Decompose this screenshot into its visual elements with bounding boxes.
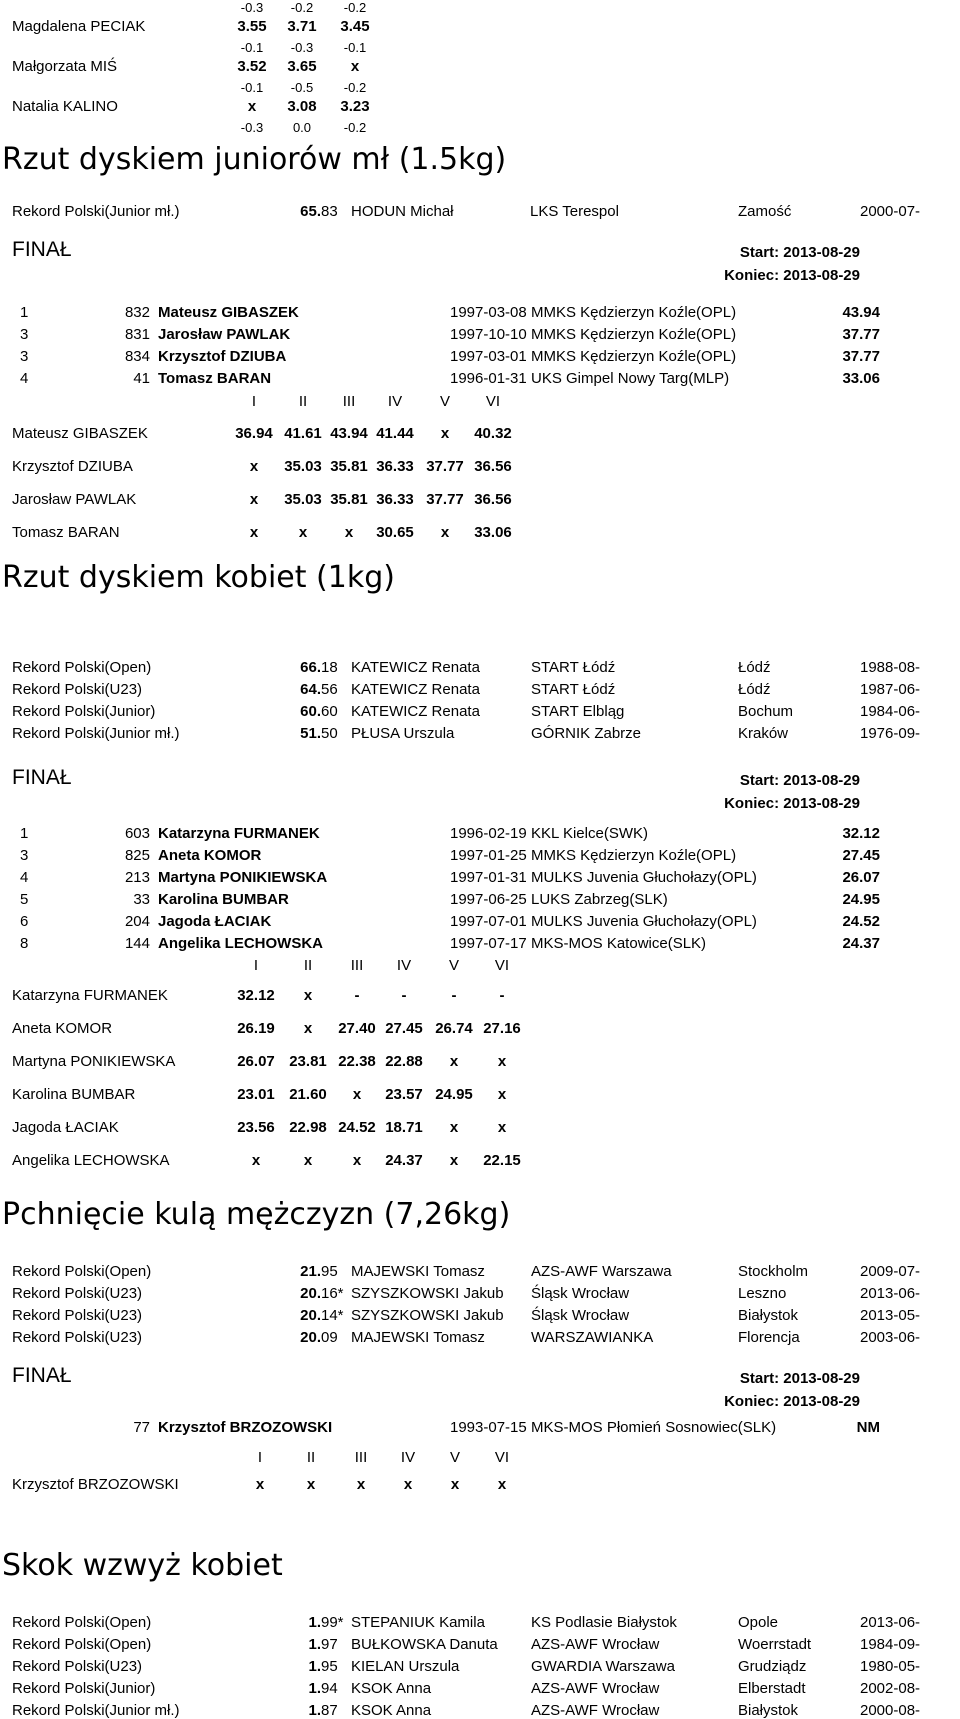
- section-title: Rzut dyskiem juniorów mł (1.5kg): [2, 142, 507, 177]
- bib-number: 41: [133, 370, 150, 387]
- birth-date: 1997-06-25: [450, 891, 527, 908]
- bib-number: 213: [124, 869, 150, 886]
- bib-number: 204: [124, 913, 150, 930]
- wind-reading: -0.2: [290, 0, 314, 15]
- series-athlete: Martyna PONIKIEWSKA: [12, 1053, 176, 1070]
- result-mark: 24.52: [842, 913, 880, 930]
- attempt-result: 21.60: [289, 1086, 327, 1103]
- attempt-header: V: [449, 1449, 460, 1466]
- record-holder: KATEWICZ Renata: [351, 659, 480, 676]
- record-date: 2000-08-: [860, 1702, 921, 1719]
- record-label: Rekord Polski(Open): [12, 1614, 152, 1631]
- result-club: MULKS Juvenia Głuchołazy(OPL): [531, 913, 757, 930]
- record-place: Białystok: [738, 1307, 799, 1324]
- record-value: 1.: [308, 1702, 321, 1719]
- record-value-dec: 83: [321, 203, 338, 220]
- birth-date: 1997-01-31: [450, 869, 527, 886]
- birth-date: 1997-07-01: [450, 913, 527, 930]
- record-club: START Łódź: [531, 681, 616, 698]
- record-label: Rekord Polski(U23): [12, 1307, 143, 1324]
- attempt-result: x: [255, 1476, 265, 1493]
- result-mark: 26.07: [842, 869, 880, 886]
- attempt-result: 24.37: [385, 1152, 423, 1169]
- attempt-result: x: [450, 1476, 460, 1493]
- attempt-result: 36.56: [474, 458, 512, 475]
- result-mark: 33.06: [842, 370, 880, 387]
- attempt-result: -: [499, 987, 505, 1004]
- record-value: 51.: [300, 725, 321, 742]
- attempt-result: 3.52: [237, 58, 267, 75]
- record-value-dec: 16*: [321, 1285, 344, 1302]
- record-club: Śląsk Wrocław: [531, 1285, 630, 1302]
- series-athlete: Tomasz BARAN: [12, 524, 120, 541]
- record-label: Rekord Polski(Junior): [12, 703, 156, 720]
- series-athlete: Angelika LECHOWSKA: [12, 1152, 170, 1169]
- attempt-header: I: [257, 1449, 263, 1466]
- attempt-result: x: [440, 524, 450, 541]
- result-mark: 37.77: [842, 326, 880, 343]
- record-value: 65.: [300, 203, 321, 220]
- birth-date: 1996-02-19: [450, 825, 527, 842]
- record-value-dec: 95: [321, 1658, 338, 1675]
- record-club: AZS-AWF Wrocław: [531, 1680, 660, 1697]
- record-date: 1980-05-: [860, 1658, 921, 1675]
- series-athlete: Aneta KOMOR: [12, 1020, 113, 1037]
- record-club: START Łódź: [531, 659, 616, 676]
- attempt-header: III: [342, 393, 356, 410]
- result-athlete: Tomasz BARAN: [158, 370, 272, 387]
- bib-number: 77: [133, 1419, 150, 1436]
- record-value-dec: 09: [321, 1329, 338, 1346]
- result-athlete: Krzysztof BRZOZOWSKI: [158, 1419, 333, 1436]
- record-holder: MAJEWSKI Tomasz: [351, 1329, 485, 1346]
- attempt-header: II: [298, 393, 308, 410]
- record-value-dec: 87: [321, 1702, 338, 1719]
- attempt-result: x: [249, 524, 259, 541]
- wind-reading: -0.1: [240, 80, 264, 95]
- record-holder: KIELAN Urszula: [351, 1658, 460, 1675]
- attempt-result: x: [249, 458, 259, 475]
- result-club: MMKS Kędzierzyn Koźle(OPL): [531, 847, 737, 864]
- record-holder: KATEWICZ Renata: [351, 703, 480, 720]
- record-value: 1.: [308, 1680, 321, 1697]
- attempt-result: 22.15: [483, 1152, 521, 1169]
- attempt-result: 3.08: [287, 98, 317, 115]
- record-place: Stockholm: [738, 1263, 809, 1280]
- final-heading: FINAŁ: [12, 766, 72, 789]
- wind-reading: -0.1: [343, 40, 367, 55]
- result-mark: 24.37: [842, 935, 880, 952]
- series-athlete: Katarzyna FURMANEK: [12, 987, 168, 1004]
- record-place: Łódź: [738, 681, 771, 698]
- attempt-result: 37.77: [426, 491, 464, 508]
- bib-number: 831: [124, 326, 150, 343]
- result-club: UKS Gimpel Nowy Targ(MLP): [531, 370, 730, 387]
- record-holder: SZYSZKOWSKI Jakub: [351, 1307, 504, 1324]
- result-athlete: Aneta KOMOR: [158, 847, 262, 864]
- bib-number: 832: [124, 304, 150, 321]
- result-athlete: Katarzyna FURMANEK: [158, 825, 320, 842]
- record-club: LKS Terespol: [530, 203, 619, 220]
- attempt-result: 35.03: [284, 491, 322, 508]
- section-title: Skok wzwyż kobiet: [2, 1548, 283, 1583]
- result-club: MMKS Kędzierzyn Koźle(OPL): [531, 326, 737, 343]
- attempt-result: -: [354, 987, 360, 1004]
- end-date: Koniec: 2013-08-29: [724, 1393, 860, 1410]
- record-holder: SZYSZKOWSKI Jakub: [351, 1285, 504, 1302]
- record-place: Opole: [738, 1614, 779, 1631]
- wind-reading: -0.5: [290, 80, 314, 95]
- start-date: Start: 2013-08-29: [739, 244, 860, 261]
- record-holder: PŁUSA Urszula: [351, 725, 455, 742]
- wind-reading: 0.0: [292, 120, 312, 135]
- final-heading: FINAŁ: [12, 1364, 72, 1387]
- bib-number: 834: [124, 348, 150, 365]
- result-club: MMKS Kędzierzyn Koźle(OPL): [531, 304, 737, 321]
- result-place: 3: [20, 847, 29, 864]
- attempt-result: x: [449, 1152, 459, 1169]
- record-holder: STEPANIUK Kamila: [351, 1614, 485, 1631]
- attempt-result: 36.33: [376, 491, 414, 508]
- record-date: 2013-05-: [860, 1307, 921, 1324]
- attempt-result: 32.12: [237, 987, 275, 1004]
- record-date: 1984-09-: [860, 1636, 921, 1653]
- attempt-result: x: [350, 58, 360, 75]
- record-label: Rekord Polski(Junior mł.): [12, 725, 180, 742]
- record-date: 2000-07-: [860, 203, 921, 220]
- start-date: Start: 2013-08-29: [739, 772, 860, 789]
- wind-reading: -0.3: [290, 40, 314, 55]
- attempt-result: 26.19: [237, 1020, 275, 1037]
- attempt-result: 18.71: [385, 1119, 423, 1136]
- result-mark: 43.94: [842, 304, 880, 321]
- record-holder: KSOK Anna: [351, 1702, 432, 1719]
- record-holder: MAJEWSKI Tomasz: [351, 1263, 485, 1280]
- record-club: GWARDIA Warszawa: [531, 1658, 675, 1675]
- attempt-result: 41.61: [284, 425, 322, 442]
- attempt-result: 3.65: [287, 58, 317, 75]
- record-date: 2003-06-: [860, 1329, 921, 1346]
- record-value-dec: 18: [321, 659, 338, 676]
- attempt-result: 37.77: [426, 458, 464, 475]
- record-value: 66.: [300, 659, 321, 676]
- record-value-dec: 97: [321, 1636, 338, 1653]
- record-place: Grudziądz: [738, 1658, 807, 1675]
- wind-reading: -0.1: [240, 40, 264, 55]
- record-club: AZS-AWF Warszawa: [531, 1263, 672, 1280]
- end-date: Koniec: 2013-08-29: [724, 267, 860, 284]
- attempt-header: IV: [387, 393, 403, 410]
- record-holder: KSOK Anna: [351, 1680, 432, 1697]
- attempt-result: x: [298, 524, 308, 541]
- record-place: Bochum: [738, 703, 794, 720]
- athlete-name: Natalia KALINO: [12, 98, 118, 115]
- athlete-name: Małgorzata MIŚ: [12, 58, 118, 75]
- attempt-result: 22.88: [385, 1053, 423, 1070]
- attempt-header: VI: [494, 957, 510, 974]
- attempt-header: VI: [485, 393, 501, 410]
- birth-date: 1997-10-10: [450, 326, 527, 343]
- record-label: Rekord Polski(Junior): [12, 1680, 156, 1697]
- record-label: Rekord Polski(Junior mł.): [12, 1702, 180, 1719]
- record-place: Leszno: [738, 1285, 787, 1302]
- attempt-result: 36.33: [376, 458, 414, 475]
- end-date: Koniec: 2013-08-29: [724, 795, 860, 812]
- section-title: Pchnięcie kulą mężczyzn (7,26kg): [2, 1197, 511, 1232]
- birth-date: 1996-01-31: [450, 370, 527, 387]
- attempt-result: 26.07: [237, 1053, 275, 1070]
- result-club: KKL Kielce(SWK): [531, 825, 648, 842]
- record-place: Elberstadt: [738, 1680, 806, 1697]
- bib-number: 603: [124, 825, 150, 842]
- result-club: MMKS Kędzierzyn Koźle(OPL): [531, 348, 737, 365]
- record-value-dec: 99*: [321, 1614, 344, 1631]
- attempt-header: VI: [494, 1449, 510, 1466]
- bib-number: 144: [124, 935, 150, 952]
- record-date: 1976-09-: [860, 725, 921, 742]
- attempt-result: x: [303, 1020, 313, 1037]
- record-value: 1.: [308, 1614, 321, 1631]
- record-club: START Elbląg: [531, 703, 625, 720]
- result-club: MKS-MOS Płomień Sosnowiec(SLK): [531, 1419, 777, 1436]
- record-value: 20.: [300, 1307, 321, 1324]
- result-club: MKS-MOS Katowice(SLK): [531, 935, 707, 952]
- attempt-result: 3.71: [287, 18, 317, 35]
- attempt-result: 24.52: [338, 1119, 376, 1136]
- attempt-result: 40.32: [474, 425, 512, 442]
- attempt-result: x: [449, 1053, 459, 1070]
- record-date: 2013-06-: [860, 1285, 921, 1302]
- attempt-header: V: [448, 957, 459, 974]
- result-athlete: Martyna PONIKIEWSKA: [158, 869, 328, 886]
- record-club: AZS-AWF Wrocław: [531, 1636, 660, 1653]
- record-date: 2009-07-: [860, 1263, 921, 1280]
- attempt-result: x: [352, 1152, 362, 1169]
- record-label: Rekord Polski(U23): [12, 1329, 143, 1346]
- attempt-result: x: [249, 491, 259, 508]
- attempt-result: 23.81: [289, 1053, 327, 1070]
- record-holder: KATEWICZ Renata: [351, 681, 480, 698]
- record-date: 1984-06-: [860, 703, 921, 720]
- attempt-result: -: [401, 987, 407, 1004]
- attempt-result: 35.03: [284, 458, 322, 475]
- result-place: 8: [20, 935, 29, 952]
- attempt-result: 3.23: [340, 98, 370, 115]
- wind-reading: -0.2: [343, 0, 367, 15]
- result-athlete: Jagoda ŁACIAK: [158, 913, 272, 930]
- birth-date: 1993-07-15: [450, 1419, 527, 1436]
- attempt-result: 27.45: [385, 1020, 423, 1037]
- record-club: Śląsk Wrocław: [531, 1307, 630, 1324]
- record-value-dec: 14*: [321, 1307, 344, 1324]
- start-date: Start: 2013-08-29: [739, 1370, 860, 1387]
- birth-date: 1997-03-01: [450, 348, 527, 365]
- attempt-result: 24.95: [435, 1086, 473, 1103]
- record-value: 20.: [300, 1285, 321, 1302]
- attempt-header: V: [439, 393, 450, 410]
- birth-date: 1997-07-17: [450, 935, 527, 952]
- attempt-result: x: [247, 98, 257, 115]
- series-athlete: Jagoda ŁACIAK: [12, 1119, 119, 1136]
- wind-reading: -0.2: [343, 120, 367, 135]
- record-place: Łódź: [738, 659, 771, 676]
- result-athlete: Angelika LECHOWSKA: [158, 935, 324, 952]
- attempt-result: 35.81: [330, 491, 368, 508]
- result-mark: 27.45: [842, 847, 880, 864]
- record-club: AZS-AWF Wrocław: [531, 1702, 660, 1719]
- result-place: 1: [20, 304, 29, 321]
- attempt-result: 3.55: [237, 18, 267, 35]
- result-place: 5: [20, 891, 29, 908]
- athlete-name: Magdalena PECIAK: [12, 18, 146, 35]
- attempt-result: 41.44: [376, 425, 414, 442]
- series-athlete: Krzysztof BRZOZOWSKI: [12, 1476, 179, 1493]
- record-label: Rekord Polski(U23): [12, 681, 143, 698]
- record-label: Rekord Polski(Junior mł.): [12, 203, 180, 220]
- record-value-dec: 56: [321, 681, 338, 698]
- wind-reading: -0.3: [240, 120, 264, 135]
- bib-number: 825: [124, 847, 150, 864]
- result-club: LUKS Zabrzeg(SLK): [531, 891, 668, 908]
- record-value: 60.: [300, 703, 321, 720]
- attempt-result: 33.06: [474, 524, 512, 541]
- result-mark: NM: [856, 1419, 880, 1436]
- record-value: 1.: [308, 1658, 321, 1675]
- series-athlete: Karolina BUMBAR: [12, 1086, 136, 1103]
- record-label: Rekord Polski(Open): [12, 1636, 152, 1653]
- birth-date: 1997-03-08: [450, 304, 527, 321]
- result-place: 3: [20, 348, 29, 365]
- attempt-result: 30.65: [376, 524, 414, 541]
- attempt-header: II: [303, 957, 313, 974]
- record-club: KS Podlasie Białystok: [531, 1614, 677, 1631]
- attempt-header: II: [306, 1449, 316, 1466]
- record-place: Białystok: [738, 1702, 799, 1719]
- attempt-result: x: [403, 1476, 413, 1493]
- attempt-header: III: [354, 1449, 368, 1466]
- record-label: Rekord Polski(U23): [12, 1285, 143, 1302]
- wind-reading: -0.3: [240, 0, 264, 15]
- record-label: Rekord Polski(Open): [12, 1263, 152, 1280]
- attempt-result: x: [449, 1119, 459, 1136]
- record-value-dec: 50: [321, 725, 338, 742]
- attempt-result: x: [497, 1086, 507, 1103]
- record-label: Rekord Polski(U23): [12, 1658, 143, 1675]
- record-value: 64.: [300, 681, 321, 698]
- record-place: Zamość: [738, 203, 792, 220]
- attempt-result: 23.01: [237, 1086, 275, 1103]
- record-value-dec: 94: [321, 1680, 338, 1697]
- record-place: Kraków: [738, 725, 789, 742]
- result-mark: 24.95: [842, 891, 880, 908]
- attempt-result: x: [303, 987, 313, 1004]
- result-club: MULKS Juvenia Głuchołazy(OPL): [531, 869, 757, 886]
- attempt-result: x: [497, 1119, 507, 1136]
- attempt-result: -: [451, 987, 457, 1004]
- attempt-header: IV: [400, 1449, 416, 1466]
- attempt-result: 36.56: [474, 491, 512, 508]
- record-value-dec: 60: [321, 703, 338, 720]
- attempt-result: 3.45: [340, 18, 370, 35]
- attempt-header: IV: [396, 957, 412, 974]
- series-athlete: Mateusz GIBASZEK: [12, 425, 148, 442]
- result-place: 1: [20, 825, 29, 842]
- attempt-result: 23.56: [237, 1119, 275, 1136]
- record-date: 2013-06-: [860, 1614, 921, 1631]
- result-place: 6: [20, 913, 29, 930]
- record-date: 1988-08-: [860, 659, 921, 676]
- bib-number: 33: [133, 891, 150, 908]
- final-heading: FINAŁ: [12, 238, 72, 261]
- attempt-result: 43.94: [330, 425, 368, 442]
- series-athlete: Jarosław PAWLAK: [12, 491, 137, 508]
- record-date: 1987-06-: [860, 681, 921, 698]
- attempt-result: 36.94: [235, 425, 273, 442]
- result-place: 4: [20, 370, 29, 387]
- attempt-header: I: [253, 957, 259, 974]
- result-athlete: Jarosław PAWLAK: [158, 326, 291, 343]
- record-holder: BUŁKOWSKA Danuta: [351, 1636, 498, 1653]
- record-date: 2002-08-: [860, 1680, 921, 1697]
- attempt-result: x: [344, 524, 354, 541]
- wind-reading: -0.2: [343, 80, 367, 95]
- section-title: Rzut dyskiem kobiet (1kg): [2, 560, 395, 595]
- attempt-result: x: [497, 1053, 507, 1070]
- attempt-result: 27.16: [483, 1020, 521, 1037]
- result-athlete: Krzysztof DZIUBA: [158, 348, 287, 365]
- record-club: WARSZAWIANKA: [531, 1329, 654, 1346]
- attempt-result: x: [306, 1476, 316, 1493]
- record-value: 21.: [300, 1263, 321, 1280]
- record-value: 20.: [300, 1329, 321, 1346]
- record-place: Woerrstadt: [738, 1636, 812, 1653]
- attempt-result: x: [251, 1152, 261, 1169]
- attempt-result: 35.81: [330, 458, 368, 475]
- attempt-result: 22.98: [289, 1119, 327, 1136]
- result-mark: 32.12: [842, 825, 880, 842]
- attempt-result: 27.40: [338, 1020, 376, 1037]
- attempt-result: x: [356, 1476, 366, 1493]
- result-place: 4: [20, 869, 29, 886]
- result-athlete: Karolina BUMBAR: [158, 891, 289, 908]
- attempt-result: 22.38: [338, 1053, 376, 1070]
- record-place: Florencja: [738, 1329, 800, 1346]
- attempt-result: 23.57: [385, 1086, 423, 1103]
- result-mark: 37.77: [842, 348, 880, 365]
- series-athlete: Krzysztof DZIUBA: [12, 458, 133, 475]
- record-label: Rekord Polski(Open): [12, 659, 152, 676]
- record-holder: HODUN Michał: [351, 203, 454, 220]
- attempt-header: III: [350, 957, 364, 974]
- attempt-result: 26.74: [435, 1020, 473, 1037]
- record-value: 1.: [308, 1636, 321, 1653]
- record-value-dec: 95: [321, 1263, 338, 1280]
- attempt-result: x: [440, 425, 450, 442]
- attempt-result: x: [497, 1476, 507, 1493]
- result-athlete: Mateusz GIBASZEK: [158, 304, 299, 321]
- birth-date: 1997-01-25: [450, 847, 527, 864]
- result-place: 3: [20, 326, 29, 343]
- record-club: GÓRNIK Zabrze: [531, 725, 642, 742]
- attempt-header: I: [251, 393, 257, 410]
- attempt-result: x: [303, 1152, 313, 1169]
- attempt-result: x: [352, 1086, 362, 1103]
